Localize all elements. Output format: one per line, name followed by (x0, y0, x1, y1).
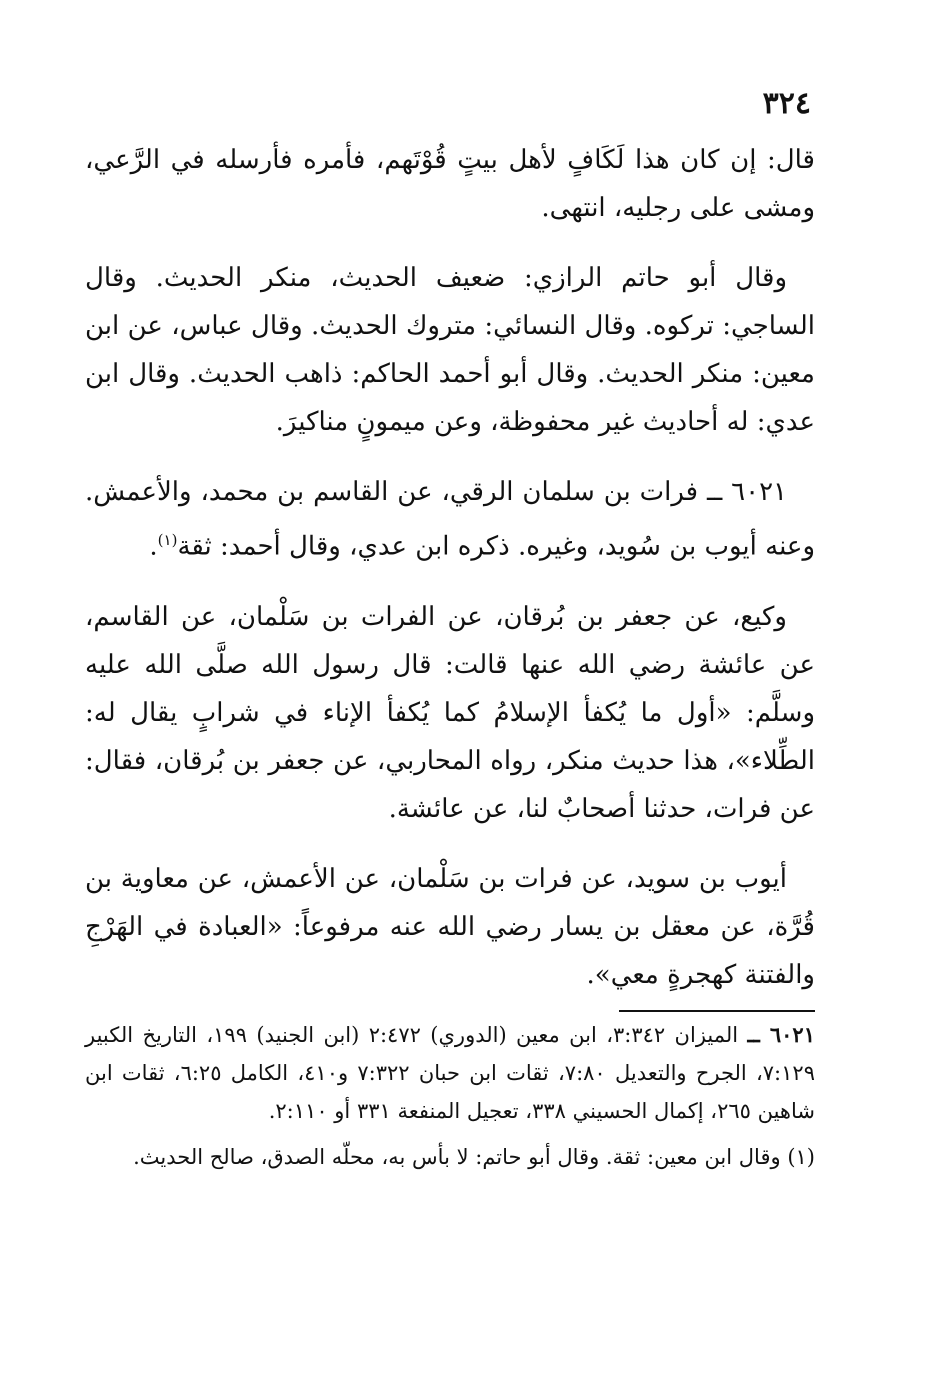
paragraph-1: قال: إن كان هذا لَكَافٍ لأهل بيتٍ قُوْتَهم، فأمره فأرسله في الرَّعي، ومشى على رجليه، انتهى. (85, 145, 815, 223)
page-number: ٣٢٤ (762, 86, 811, 121)
paragraph-4: وكيع، عن جعفر بن بُرقان، عن الفرات بن سَلْمان، عن القاسم، عن عائشة رضي الله عنها قالت: قال رسول الله صلَّى الله عليه وسلَّم: «أول ما يُكفأ الإسلامُ كما يُكفأ الإناء في شرابٍ يقال له: الطِّلاء»، هذا حديث منكر، رواه المحاربي، عن جعفر بن بُرقان، فقال: عن فرات، حدثنا أصحابٌ لنا، عن عائشة. (85, 601, 815, 824)
footnote-number: (١) (787, 1145, 815, 1169)
footnote-ref-marker[interactable]: (١) (157, 531, 178, 549)
paragraph-2: وقال أبو حاتم الرازي: ضعيف الحديث، منكر الحديث. وقال الساجي: تركوه. وقال النسائي: متروك الحديث. وقال عباس، عن ابن معين: منكر الحديث. وقال أبو أحمد الحاكم: ذاهب الحديث. وقال ابن عدي: له أحاديث غير محفوظة، وعن ميمونٍ مناكيرَ. (85, 263, 815, 437)
entry-text: ٦٠٢١ ــ فرات بن سلمان الرقي، عن القاسم بن محمد، والأعمش. وعنه أيوب بن سُويد، وغيره. ذكره ابن عدي، وقال أحمد: ثقة (85, 477, 815, 562)
main-text (85, 136, 815, 1021)
footnotes (85, 1016, 815, 1184)
footnote-1-text: وقال ابن معين: ثقة. وقال أبو حاتم: لا بأس به، محلّه الصدق، صالح الحديث. (133, 1145, 781, 1169)
paragraph-5: أيوب بن سويد، عن فرات بن سَلْمان، عن الأعمش، عن معاوية بن قُرَّة، عن معقل بن يسار رضي الله عنه مرفوعاً: «العبادة في الهَرْجِ والفتنة كهجرةٍ معي». (85, 863, 815, 990)
footnote-divider (619, 1010, 815, 1012)
footnote-sources (85, 1016, 815, 1130)
paragraph-3-entry (85, 468, 815, 571)
footnote-entry-text: الميزان ٣:٣٤٢، ابن معين (الدوري) ٢:٤٧٢ (ابن الجنيد) ١٩٩، التاريخ الكبير ٧:١٢٩، الجرح والتعديل ٧:٨٠، ثقات ابن حبان ٧:٣٢٢ و٤١٠، الكامل ٦:٢٥، ثقات ابن شاهين ٢٦٥، إكمال الحسيني ٣٣٨، تعجيل المنفعة ٣٣١ أو ٢:١١٠. (85, 1023, 815, 1123)
entry-end: . (149, 531, 158, 562)
footnote-entry-id: ٦٠٢١ ــ (747, 1022, 815, 1047)
footnote-1 (85, 1138, 815, 1176)
